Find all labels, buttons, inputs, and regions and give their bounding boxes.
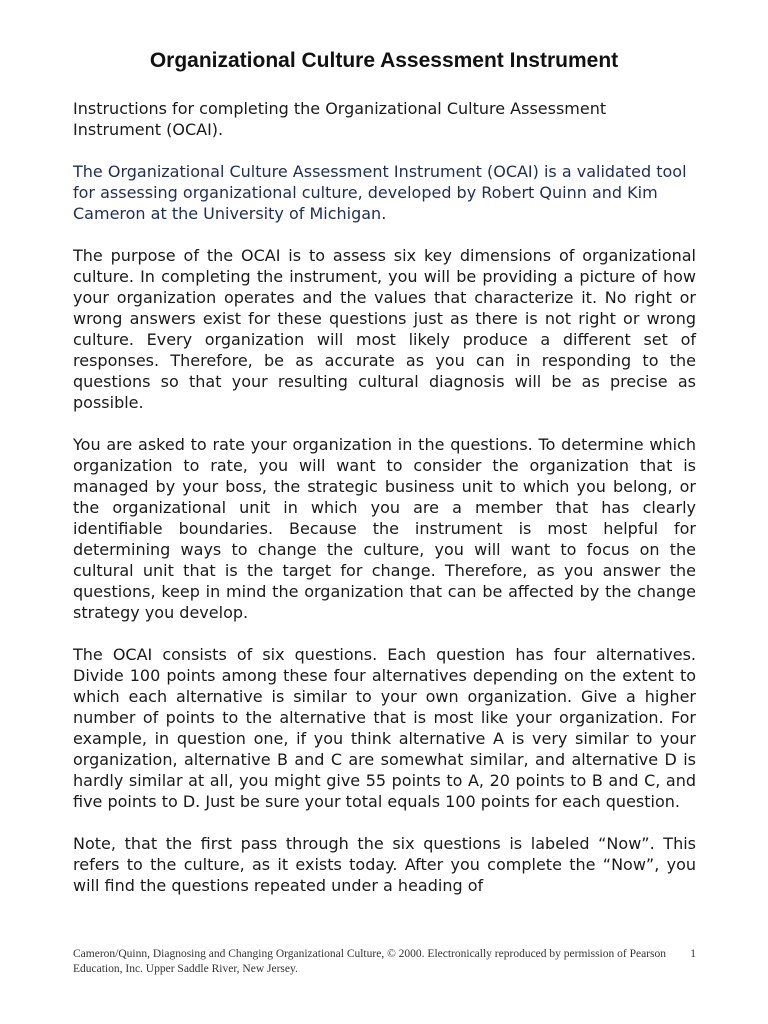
page-number: 1	[690, 948, 696, 960]
rating-paragraph: You are asked to rate your organization in the questions. To determine which organization to rate, you will want to consider the organization that is managed by your boss, the strategic business unit to which you belong, or the organizational unit in which you are a member that has clearly identifiable boundaries. Because the instrument is most helpful for determining ways to change the culture, you will want to focus on the cultural unit that is the target for change. Therefore, as you answer the questions, keep in mind the organization that can be affected by the change strategy you develop.	[73, 435, 696, 622]
page-footer	[73, 947, 696, 981]
document-body	[73, 98, 696, 917]
ocai-description-paragraph: The Organizational Culture Assessment Instrument (OCAI) is a validated tool for assessing organizational culture, developed by Robert Quinn and Kim Cameron at the University of Michigan.	[73, 162, 687, 223]
instructions-paragraph: Instructions for completing the Organizational Culture Assessment Instrument (OCAI).	[73, 99, 607, 139]
copyright-notice: Cameron/Quinn, Diagnosing and Changing Organizational Culture, © 2000. Electronically reproduced by permission of Pearson Education, Inc. Upper Saddle River, New Jersey.	[73, 948, 666, 975]
document-title: Organizational Culture Assessment Instrument	[149, 49, 619, 72]
note-paragraph: Note, that the first pass through the six questions is labeled “Now”. This refers to the culture, as it exists today. After you complete the “Now”, you will find the questions repeated under a heading of	[73, 834, 696, 895]
questions-paragraph: The OCAI consists of six questions. Each question has four alternatives. Divide 100 points among these four alternatives depending on the extent to which each alternative is similar to your own organization. Give a higher number of points to the alternative that is most like your organization. For example, in question one, if you think alternative A is very similar to your organization, alternative B and C are somewhat similar, and alternative D is hardly similar at all, you might give 55 points to A, 20 points to B and C, and five points to D. Just be sure your total equals 100 points for each question.	[73, 645, 696, 811]
purpose-paragraph: The purpose of the OCAI is to assess six key dimensions of organizational culture. In completing the instrument, you will be providing a picture of how your organization operates and the values that characterize it. No right or wrong answers exist for these questions just as there is not right or wrong culture. Every organization will most likely produce a different set of responses. Therefore, be as accurate as you can in responding to the questions so that your resulting cultural diagnosis will be as precise as possible.	[73, 246, 696, 412]
